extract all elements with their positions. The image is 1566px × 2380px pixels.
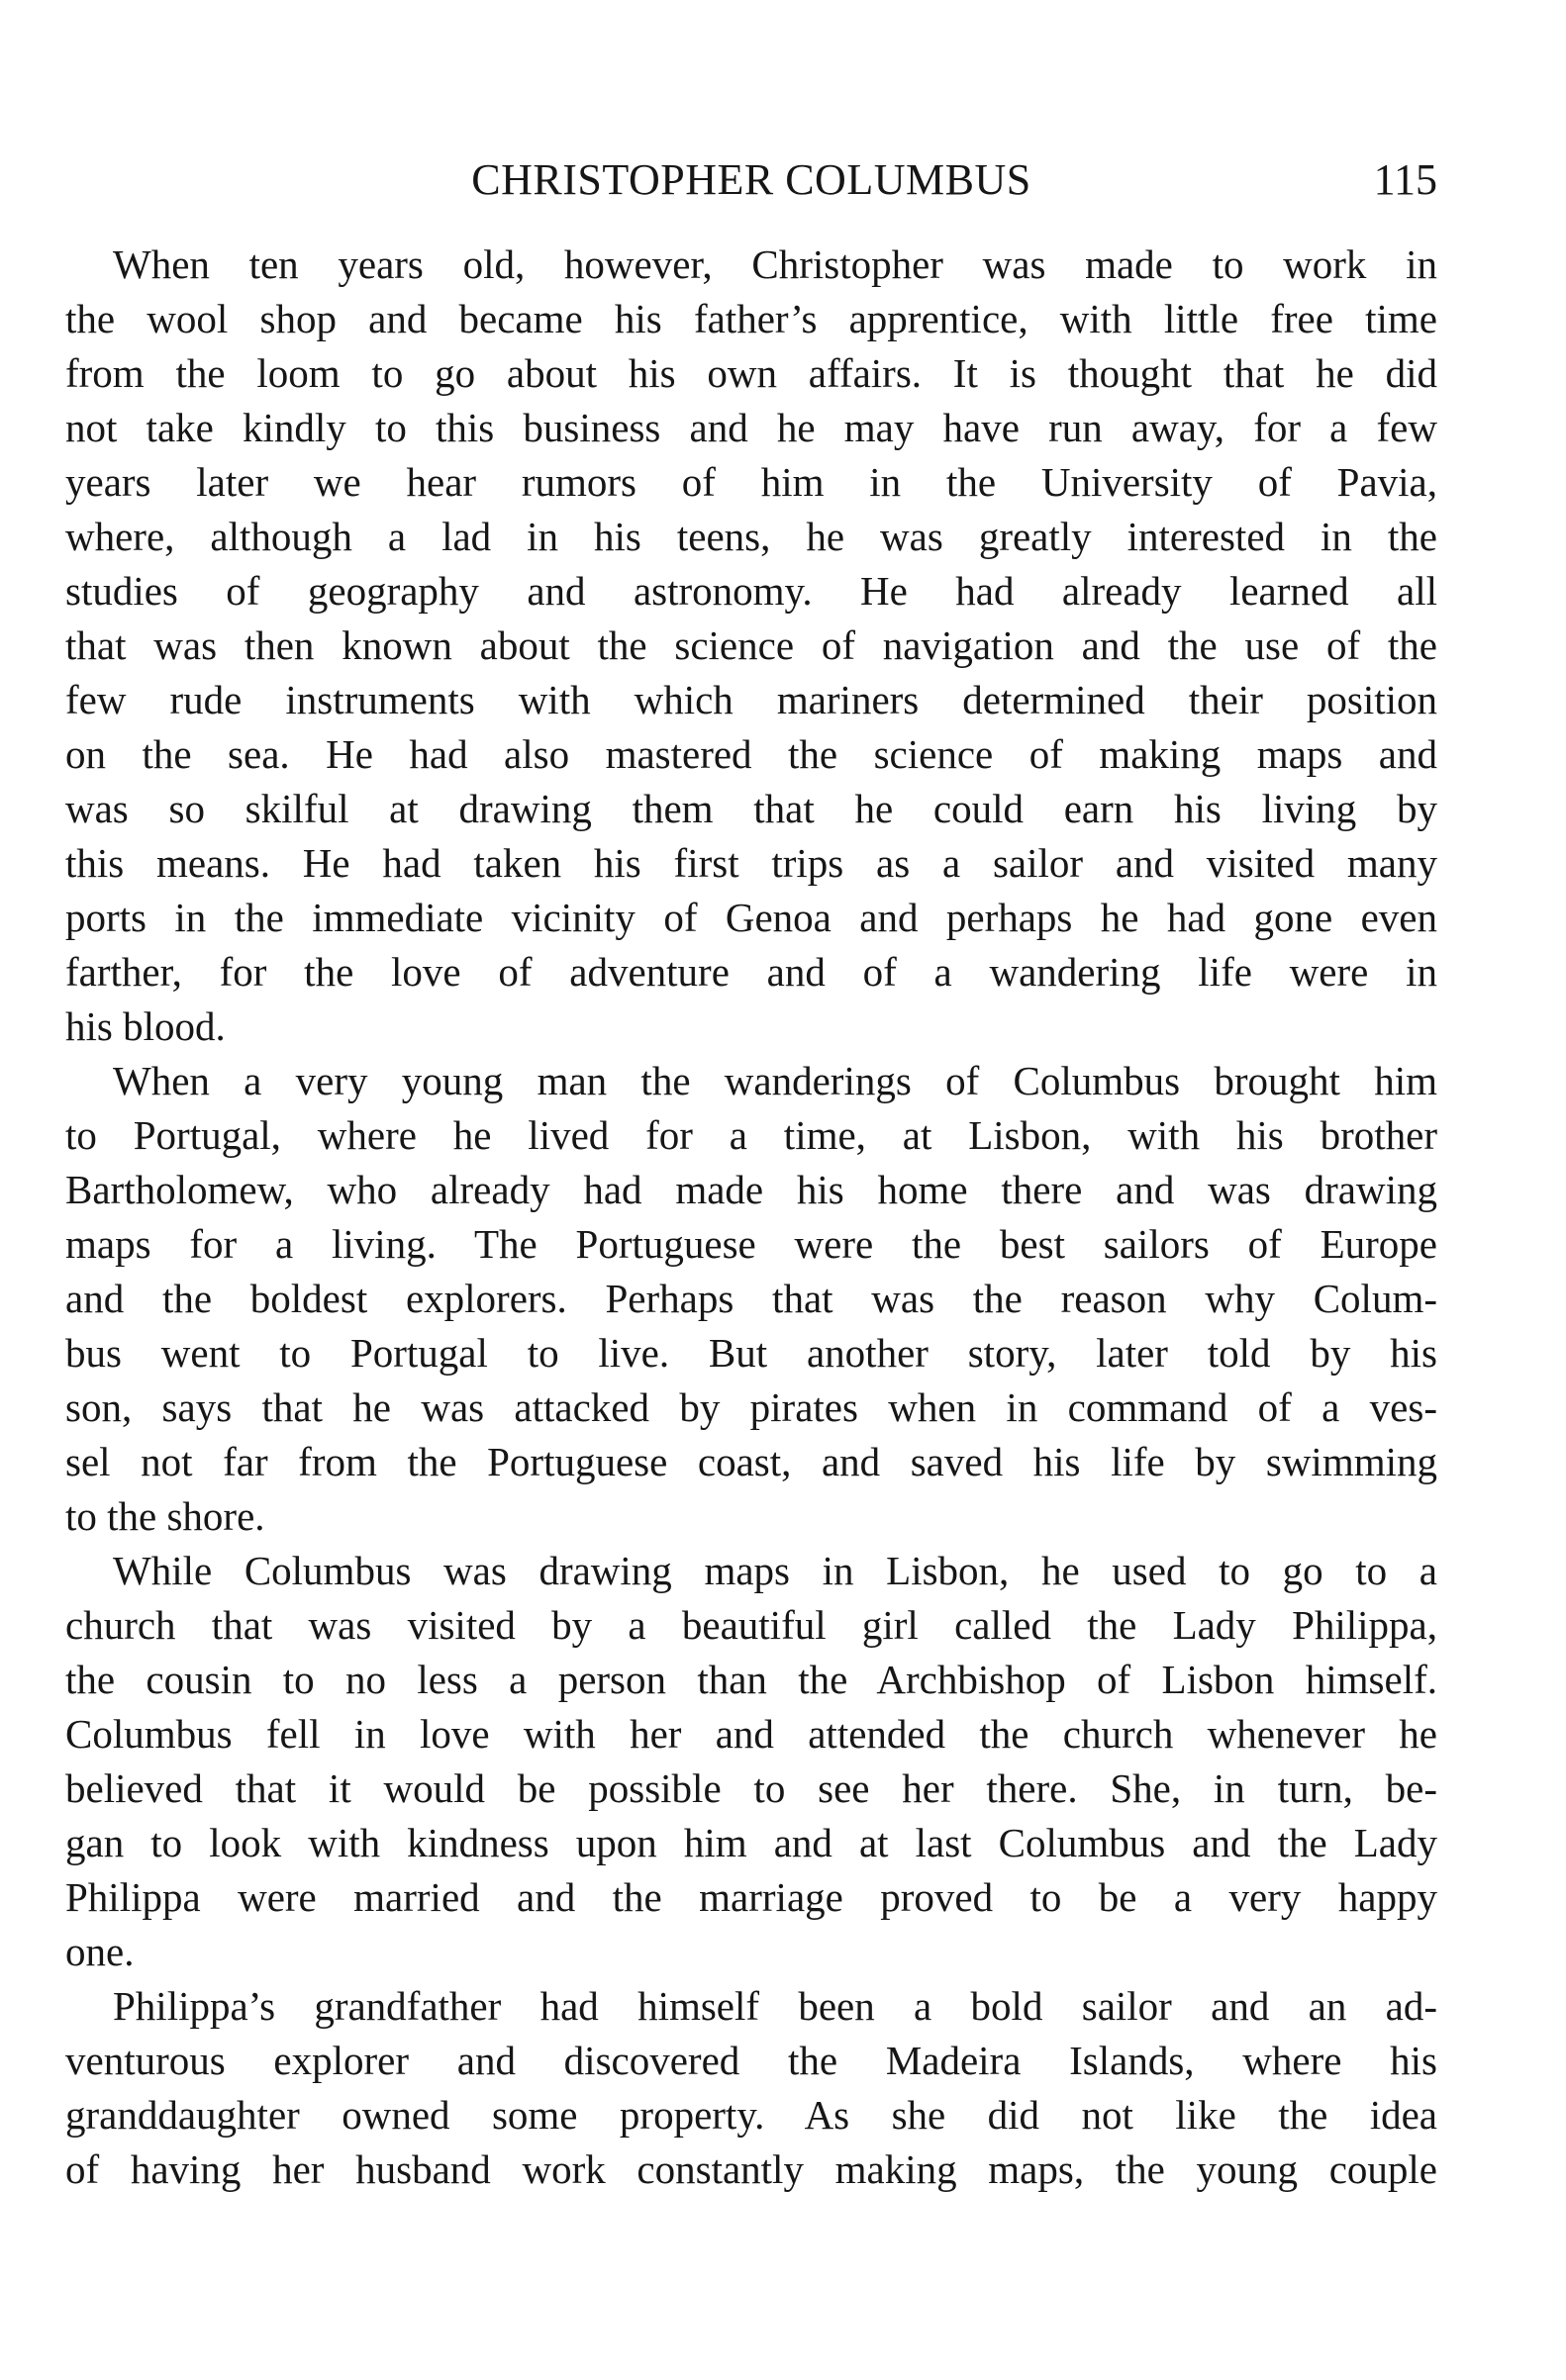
text-line: and the boldest explorers. Perhaps that was the reason why Colum- [65,1276,1437,1321]
text-line: granddaughter owned some property. As she did not like the idea [65,2092,1437,2138]
text-line: bus went to Portugal to live. But another story, later told by his [65,1330,1437,1376]
page-number: 115 [1373,155,1437,204]
text-line: sel not far from the Portuguese coast, and saved his life by swimming [65,1439,1437,1484]
text-line: Philippa were married and the marriage proved to be a very happy [65,1874,1437,1920]
text-line: Philippa’s grandfather had himself been a bold sailor and an ad- [113,1983,1437,2029]
running-head [65,150,1437,210]
text-line: maps for a living. The Portuguese were the best sailors of Europe [65,1221,1437,1267]
paragraph-4 [65,1979,1437,2197]
text-line: where, although a lad in his teens, he was greatly interested in the [65,514,1437,559]
text-line: farther, for the love of adventure and of a wandering life were in [65,949,1437,995]
text-line: ports in the immediate vicinity of Genoa and perhaps he had gone even [65,895,1437,940]
text-line: of having her husband work constantly making maps, the young couple [65,2146,1437,2192]
text-line: believed that it would be possible to see her there. She, in turn, be- [65,1765,1437,1811]
text-line: that was then known about the science of navigation and the use of the [65,622,1437,668]
text-line: from the loom to go about his own affairs. It is thought that he did [65,350,1437,396]
paragraph-1 [65,238,1437,1054]
text-line: son, says that he was attacked by pirates when in command of a ves- [65,1384,1437,1430]
book-page [65,0,1437,2380]
text-line: years later we hear rumors of him in the University of Pavia, [65,459,1437,505]
text-line: Bartholomew, who already had made his home there and was drawing [65,1167,1437,1212]
text-line: the cousin to no less a person than the Archbishop of Lisbon himself. [65,1657,1437,1702]
running-title: CHRISTOPHER COLUMBUS [471,155,1031,204]
text-line: to Portugal, where he lived for a time, at Lisbon, with his brother [65,1112,1437,1158]
text-line: church that was visited by a beautiful girl called the Lady Philippa, [65,1602,1437,1648]
text-line: gan to look with kindness upon him and at last Columbus and the Lady [65,1820,1437,1865]
text-line: the wool shop and became his father’s apprentice, with little free time [65,296,1437,341]
text-line: When a very young man the wanderings of Columbus brought him [113,1058,1437,1103]
text-line: this means. He had taken his first trips as a sailor and visited many [65,840,1437,886]
text-line: few rude instruments with which mariners determined their position [65,677,1437,722]
text-line: Columbus fell in love with her and attended the church whenever he [65,1711,1437,1757]
paragraph-3 [65,1544,1437,1979]
text-line: on the sea. He had also mastered the science of making maps and [65,731,1437,777]
text-line: not take kindly to this business and he may have run away, for a few [65,405,1437,450]
text-line: studies of geography and astronomy. He had already learned all [65,568,1437,614]
text-line: to the shore. [65,1493,265,1539]
text-line: venturous explorer and discovered the Madeira Islands, where his [65,2038,1437,2083]
text-line: one. [65,1929,135,1974]
text-line: was so skilful at drawing them that he could earn his living by [65,786,1437,831]
paragraph-2 [65,1054,1437,1544]
text-line: When ten years old, however, Christopher was made to work in [113,241,1437,287]
body-text [65,238,1437,2197]
text-line: While Columbus was drawing maps in Lisbon, he used to go to a [113,1548,1437,1593]
text-line: his blood. [65,1003,226,1049]
